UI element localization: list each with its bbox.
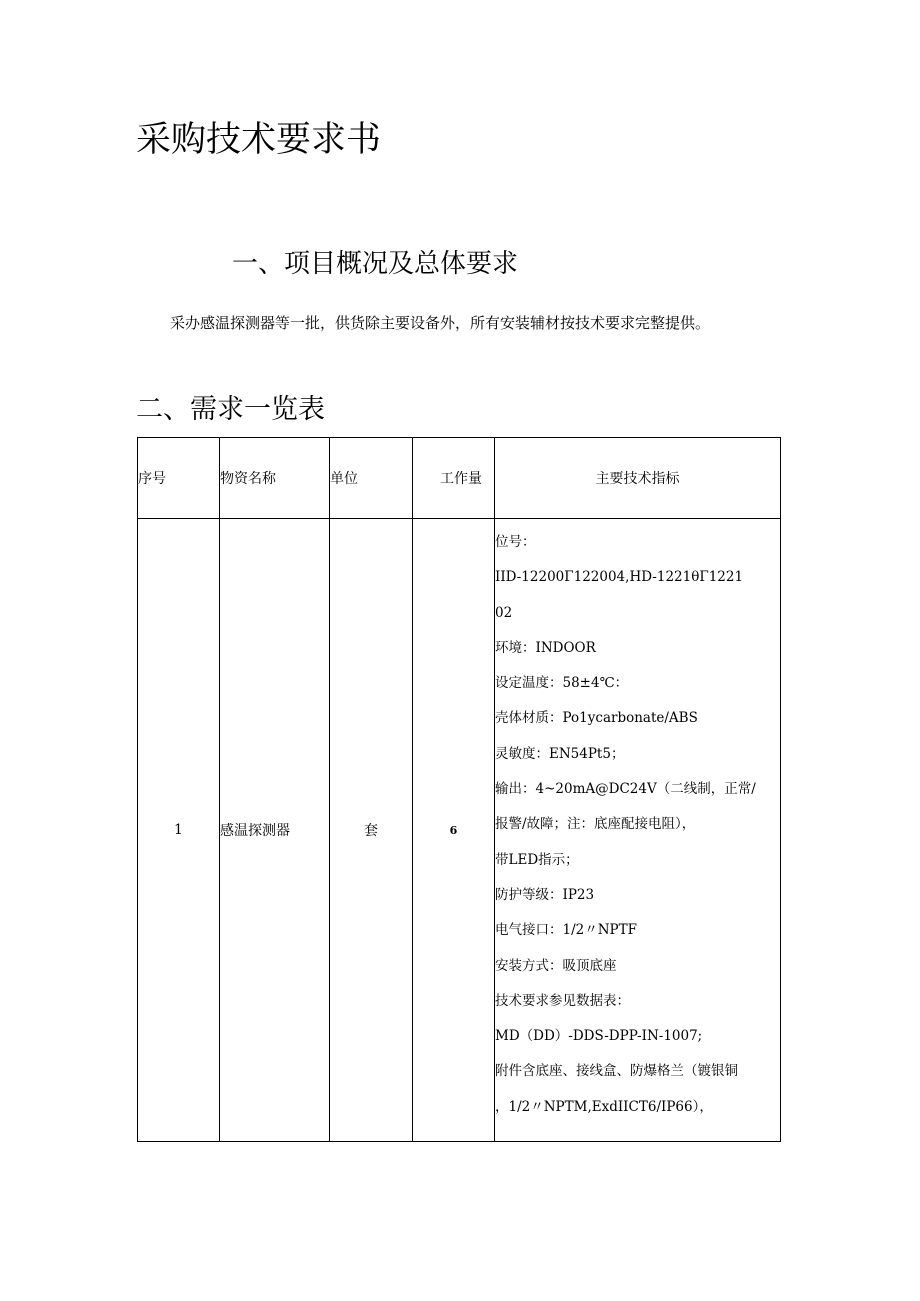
table-header-row <box>138 438 781 519</box>
section-1-heading: 一、项目概况及总体要求 <box>232 249 519 279</box>
spec-line: 带LED指示； <box>495 851 579 868</box>
cell-unit: 套 <box>330 519 413 1142</box>
table-row <box>138 519 781 1142</box>
spec-line: IID-12200Γ122004,HD-1221θΓ1221 <box>495 569 744 586</box>
cell-name: 感温探测器 <box>220 519 330 1142</box>
cell-qty: 6 <box>413 519 495 1142</box>
requirements-table <box>137 437 781 1142</box>
document-title: 采购技术要求书 <box>136 120 382 160</box>
spec-line: 环境：INDOOR <box>495 639 596 656</box>
header-qty: 工作量 <box>413 438 495 519</box>
section-2-heading: 二、需求一览表 <box>136 394 325 425</box>
spec-line: 壳体材质：Po1ycarbonate/ABS <box>495 710 698 727</box>
header-unit: 单位 <box>330 438 413 519</box>
spec-line: 附件含底座、接线盒、防爆格兰（镀银铜 <box>495 1063 738 1080</box>
cell-spec <box>495 519 781 1142</box>
spec-line: 报警/故障；注：底座配接电阻）， <box>495 816 696 833</box>
cell-no: 1 <box>138 519 220 1142</box>
spec-line: 位号： <box>495 534 536 550</box>
spec-line: ，1/2〃NPTM,ExdIICT6/IP66）， <box>495 1098 713 1115</box>
spec-line: 安装方式：吸顶底座 <box>495 957 617 974</box>
section-1-body: 采办感温探测器等一批，供货除主要设备外，所有安装辅材按技术要求完整提供。 <box>170 314 711 332</box>
spec-line: 输出：4~20mA@DC24V（二线制，正常/ <box>495 781 756 798</box>
spec-line: 技术要求参见数据表： <box>495 992 630 1009</box>
header-spec: 主要技术指标 <box>495 438 781 519</box>
spec-line: 设定温度：58±4℃： <box>495 675 629 692</box>
spec-line: 灵敏度：EN54Pt5； <box>495 745 625 762</box>
spec-line: 02 <box>495 604 513 621</box>
spec-line: MD（DD）-DDS-DPP-IN-1007; <box>495 1028 703 1045</box>
spec-line: 电气接口：1/2〃NPTF <box>495 922 637 939</box>
spec-line: 防护等级：IP23 <box>495 886 595 903</box>
header-no: 序号 <box>138 438 220 519</box>
header-name: 物资名称 <box>220 438 330 519</box>
